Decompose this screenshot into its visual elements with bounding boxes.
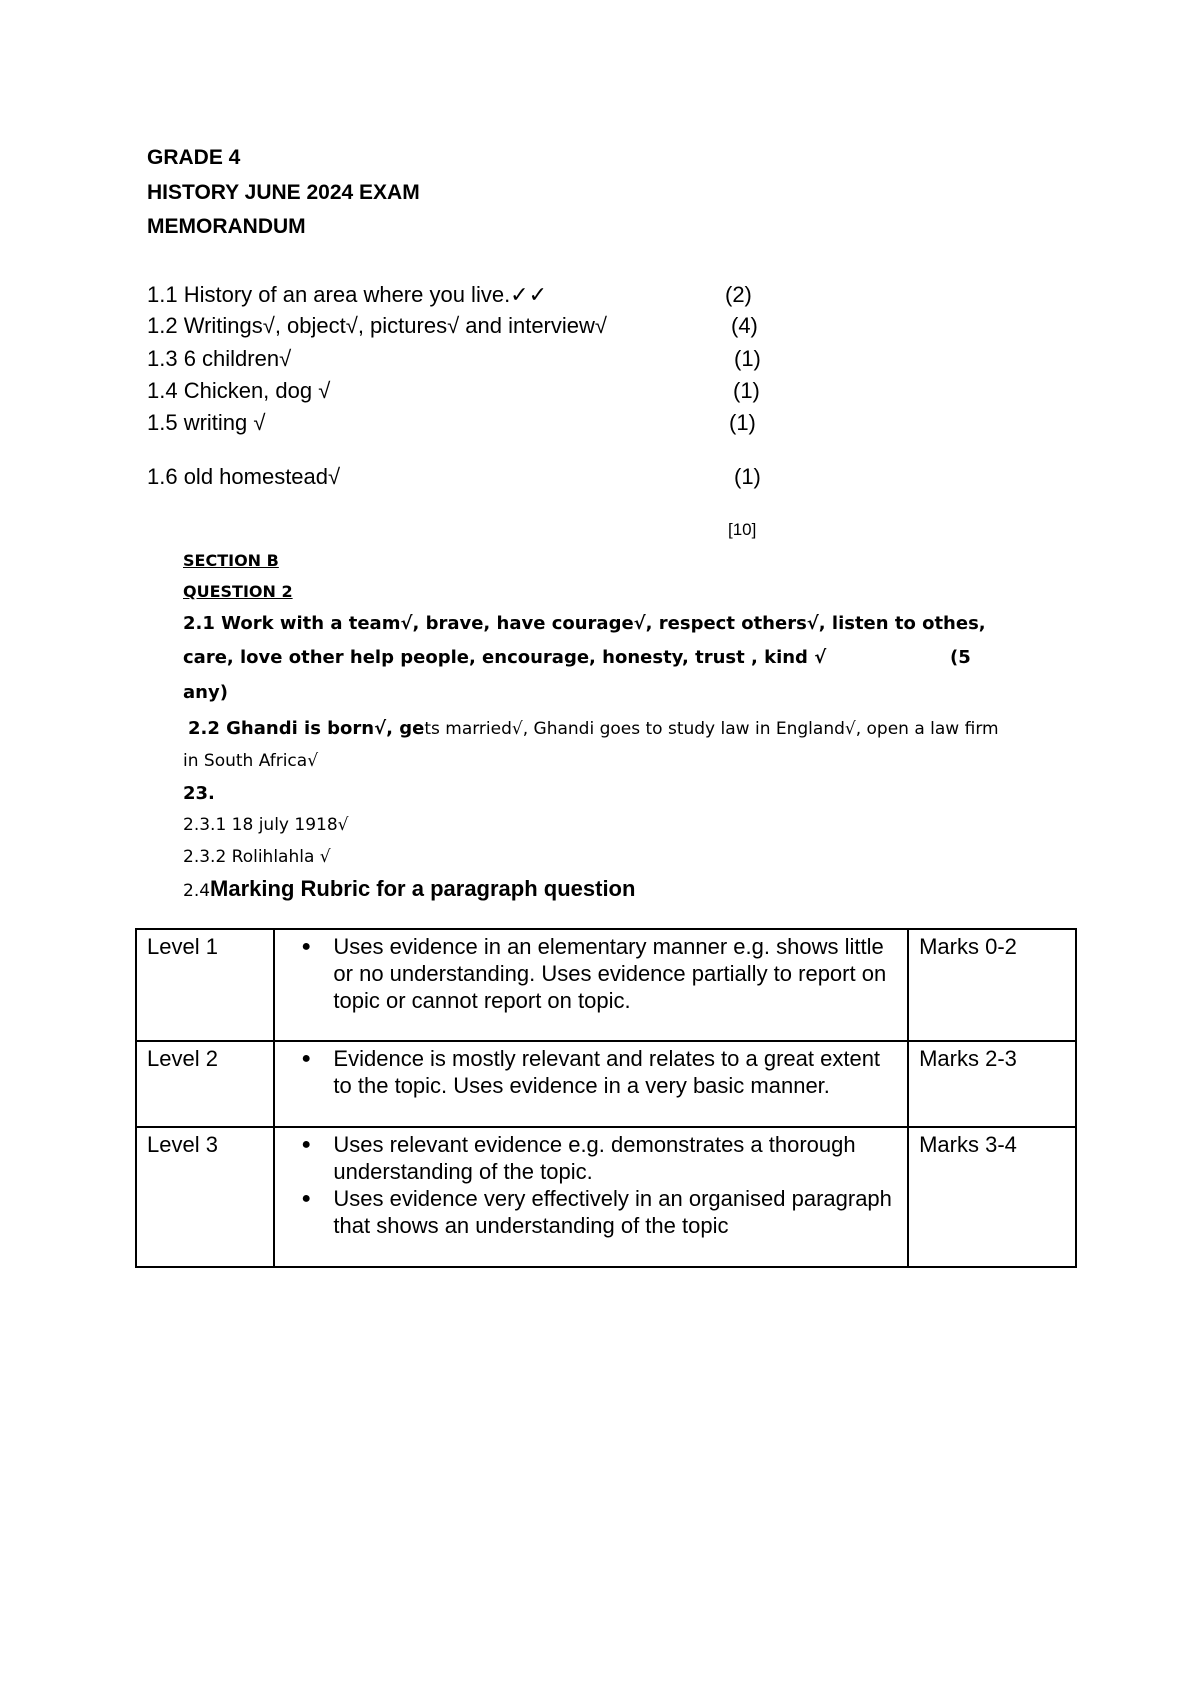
rubric-heading: Marking Rubric for a paragraph question (210, 876, 636, 901)
section-b-title: SECTION B (183, 551, 279, 570)
answer-1-2-marks: (4) (731, 313, 758, 338)
section-a-total: [10] (728, 520, 757, 539)
rubric-row-level-3 (136, 1127, 1076, 1267)
answer-2-2-normal: ts married√, Ghandi goes to study law in England√, open a law firm (424, 719, 999, 739)
answer-1-6-marks: (1) (734, 464, 761, 489)
answer-2-3-1: 2.3.1 18 july 1918√ (183, 815, 349, 835)
answer-1-2: 1.2 Writings√, object√, pictures√ and interview√ (147, 313, 607, 338)
answer-2-2-line2: in South Africa√ (183, 751, 319, 771)
marking-rubric-table (135, 928, 1077, 1268)
rubric-row-level-2 (136, 1041, 1076, 1127)
answer-1-1: 1.1 History of an area where you live.✓✓ (147, 282, 548, 307)
answer-1-1-marks: (2) (725, 282, 752, 307)
answer-1-3-marks: (1) (734, 346, 761, 371)
answer-2-1-line2: care, love other help people, encourage, honesty, trust , kind √ (183, 647, 827, 668)
rubric-bullet: ● Uses relevant evidence e.g. demonstrates a thorough understanding of the topic. (295, 1131, 897, 1185)
rubric-bullet: ● Evidence is mostly relevant and relates to a great extent to the topic. Uses evidence in a very basic manner. (295, 1045, 897, 1099)
rubric-row-level-1 (136, 929, 1076, 1041)
rubric-description-cell (274, 1041, 908, 1127)
answer-1-6: 1.6 old homestead√ (147, 464, 341, 489)
answer-2-1-marks: (5 (950, 647, 971, 668)
rubric-bullet: ● Uses evidence in an elementary manner e.g. shows little or no understanding. Uses evidence partially to report on topic or cannot report on topic. (295, 933, 897, 1014)
answer-2-1-line1: 2.1 Work with a team√, brave, have courage√, respect others√, listen to othes, (183, 613, 986, 634)
answer-1-3: 1.3 6 children√ (147, 346, 292, 371)
rubric-level-cell: Level 1 (136, 929, 274, 1041)
answer-2-2-line1 (188, 718, 999, 739)
rubric-marks-cell: Marks 0-2 (908, 929, 1076, 1041)
answer-1-4-marks: (1) (733, 378, 760, 403)
answer-2-4-number: 2.4 (183, 881, 211, 901)
rubric-description-cell (274, 929, 908, 1041)
grade-heading: GRADE 4 (147, 146, 241, 169)
exam-heading: HISTORY JUNE 2024 EXAM (147, 181, 420, 204)
answer-2-2-bold: 2.2 Ghandi is born√, ge (188, 718, 425, 739)
answer-2-3-2: 2.3.2 Rolihlahla √ (183, 847, 331, 867)
answer-1-4: 1.4 Chicken, dog √ (147, 378, 331, 403)
memorandum-heading: MEMORANDUM (147, 215, 306, 238)
rubric-marks-cell: Marks 2-3 (908, 1041, 1076, 1127)
question-2-title: QUESTION 2 (183, 582, 293, 601)
answer-1-5-marks: (1) (729, 410, 756, 435)
rubric-level-cell: Level 2 (136, 1041, 274, 1127)
rubric-description-cell (274, 1127, 908, 1267)
answer-2-1-line3: any) (183, 682, 228, 703)
answer-1-5: 1.5 writing √ (147, 410, 266, 435)
answer-2-3-label: 23. (183, 783, 215, 804)
answer-2-4-line (183, 876, 635, 902)
rubric-bullet: ● Uses evidence very effectively in an organised paragraph that shows an understanding of the topic (295, 1185, 897, 1239)
rubric-marks-cell: Marks 3-4 (908, 1127, 1076, 1267)
rubric-level-cell: Level 3 (136, 1127, 274, 1267)
